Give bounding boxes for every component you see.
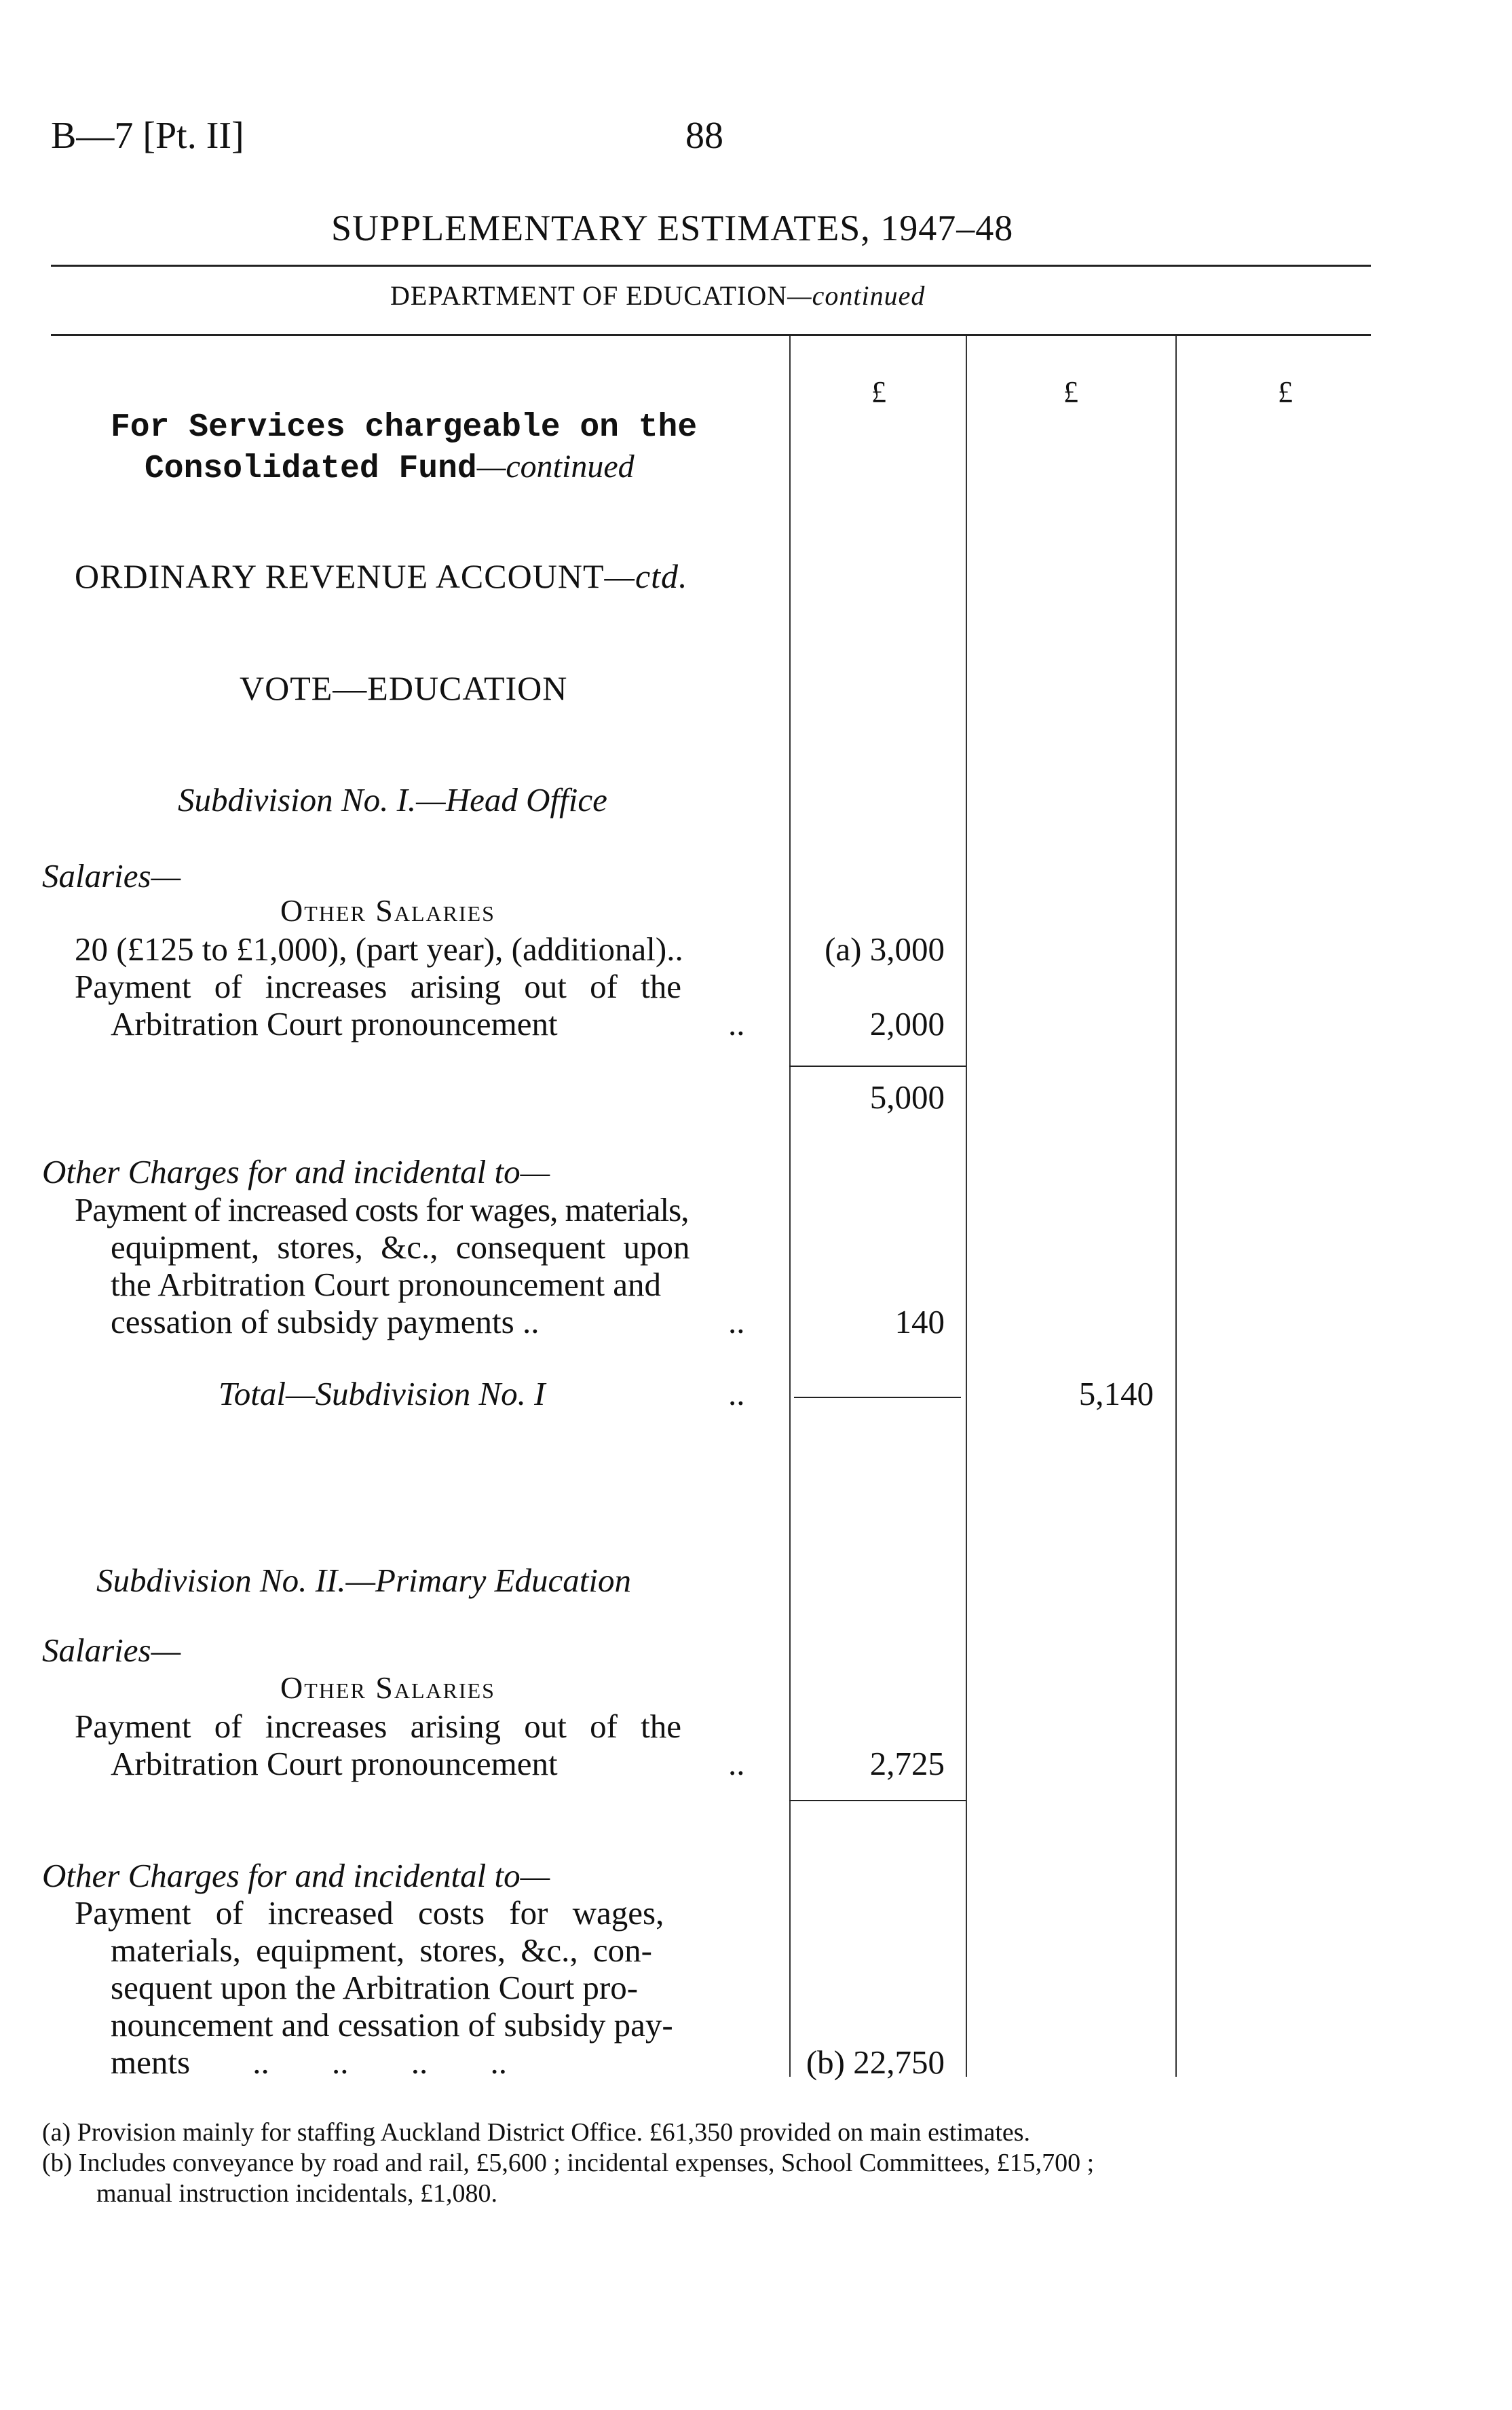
sub1-total-leader: .. <box>728 1375 745 1412</box>
footnote-b-line2: manual instruction incidentals, £1,080. <box>96 2179 498 2208</box>
page-number: 88 <box>685 115 723 157</box>
sub1-oc-line1: Payment of increased costs for wages, materials, <box>75 1191 689 1228</box>
section-heading-line2 <box>145 448 635 487</box>
sub1-total-rule <box>794 1397 961 1398</box>
department-heading <box>390 280 925 312</box>
column-currency-2: £ <box>1063 375 1078 409</box>
sub1-oc-line4: cessation of subsidy payments .. <box>111 1303 540 1340</box>
sub2-salaries-rule <box>789 1800 966 1801</box>
section-heading-fund: Consolidated Fund <box>145 451 477 487</box>
sub2-other-salaries: Other Salaries <box>280 1670 495 1705</box>
sub1-oc-leader: .. <box>728 1303 745 1340</box>
sub1-oc-line3: the Arbitration Court pronouncement and <box>111 1266 662 1303</box>
sub1-total-label: Total—Subdivision No. I <box>219 1375 546 1412</box>
footnote-a: (a) Provision mainly for staffing Auckland District Office. £61,350 provided on main estimates. <box>42 2118 1031 2147</box>
column-divider-1 <box>789 336 791 2077</box>
vote-heading: VOTE—EDUCATION <box>240 669 568 707</box>
subdivision-2-name: —Primary Education <box>345 1562 632 1599</box>
page-reference: B—7 [Pt. II] <box>51 115 244 157</box>
subdivision-1-name: —Head Office <box>416 781 607 818</box>
sub1-other-charges-label: Other Charges for and incidental to— <box>42 1153 550 1190</box>
sub1-other-charges-amount: 140 <box>894 1303 945 1340</box>
sub1-line1-amount: (a) 3,000 <box>825 930 945 968</box>
account-name: ORDINARY REVENUE ACCOUNT <box>75 557 605 595</box>
sub2-salaries-label: Salaries— <box>42 1632 181 1669</box>
sub2-oc-line3: sequent upon the Arbitration Court pro- <box>111 1969 639 2006</box>
sub1-oc-line2: equipment, stores, &c., consequent upon <box>111 1228 690 1266</box>
column-currency-1: £ <box>871 375 886 409</box>
sub1-other-salaries: Other Salaries <box>280 893 495 928</box>
section-heading-line1: For Services chargeable on the <box>111 409 698 446</box>
sub2-line1a: Payment of increases arising out of the <box>75 1708 682 1745</box>
sub1-total-amount: 5,140 <box>1078 1375 1154 1412</box>
sub1-salaries-label: Salaries— <box>42 857 181 895</box>
sub1-salaries-subtotal: 5,000 <box>869 1078 945 1116</box>
department-rule <box>51 334 1371 336</box>
sub2-line1b: Arbitration Court pronouncement <box>111 1745 558 1782</box>
subdivision-2-number: Subdivision No. II. <box>96 1562 346 1599</box>
sub1-salaries-rule <box>789 1066 966 1067</box>
sub2-oc-line1: Payment of increased costs for wages, <box>75 1894 664 1932</box>
sub2-oc-line5: ments .. .. .. .. <box>111 2044 508 2081</box>
column-currency-3: £ <box>1278 375 1293 409</box>
sub1-line2-leader: .. <box>728 1005 745 1042</box>
sub2-line1-amount: 2,725 <box>869 1745 945 1782</box>
sub1-line2-amount: 2,000 <box>869 1005 945 1042</box>
department-suffix: —continued <box>787 280 926 311</box>
sub1-line1: 20 (£125 to £1,000), (part year), (additional).. <box>75 930 683 968</box>
sub1-line2a <box>75 967 767 1006</box>
sub1-line2b: Arbitration Court pronouncement <box>111 1005 558 1042</box>
account-suffix: —ctd. <box>604 557 688 595</box>
page-title: SUPPLEMENTARY ESTIMATES, 1947–48 <box>331 208 1014 248</box>
account-heading <box>75 557 688 596</box>
sub2-other-charges-amount: (b) 22,750 <box>806 2044 945 2081</box>
subdivision-1-number: Subdivision No. I. <box>178 781 417 818</box>
column-divider-3 <box>1175 336 1177 2077</box>
section-heading-suffix: —continued <box>476 449 635 485</box>
column-divider-2 <box>966 336 967 2077</box>
footnote-b-line1: (b) Includes conveyance by road and rail, £5,600 ; incidental expenses, School Committees, £15,700 ; <box>42 2149 1095 2177</box>
title-rule <box>51 265 1371 267</box>
sub2-other-charges-label: Other Charges for and incidental to— <box>42 1857 550 1894</box>
department-name: DEPARTMENT OF EDUCATION <box>390 280 788 311</box>
sub2-oc-line4: nouncement and cessation of subsidy pay- <box>111 2006 673 2044</box>
sub2-oc-line2: materials, equipment, stores, &c., con- <box>111 1932 652 1969</box>
subdivision-2-title <box>96 1561 631 1600</box>
sub1-line2a-text: Payment of increases arising out of the <box>75 968 682 1005</box>
sub2-line1-leader: .. <box>728 1745 745 1782</box>
subdivision-1-title <box>178 780 607 819</box>
